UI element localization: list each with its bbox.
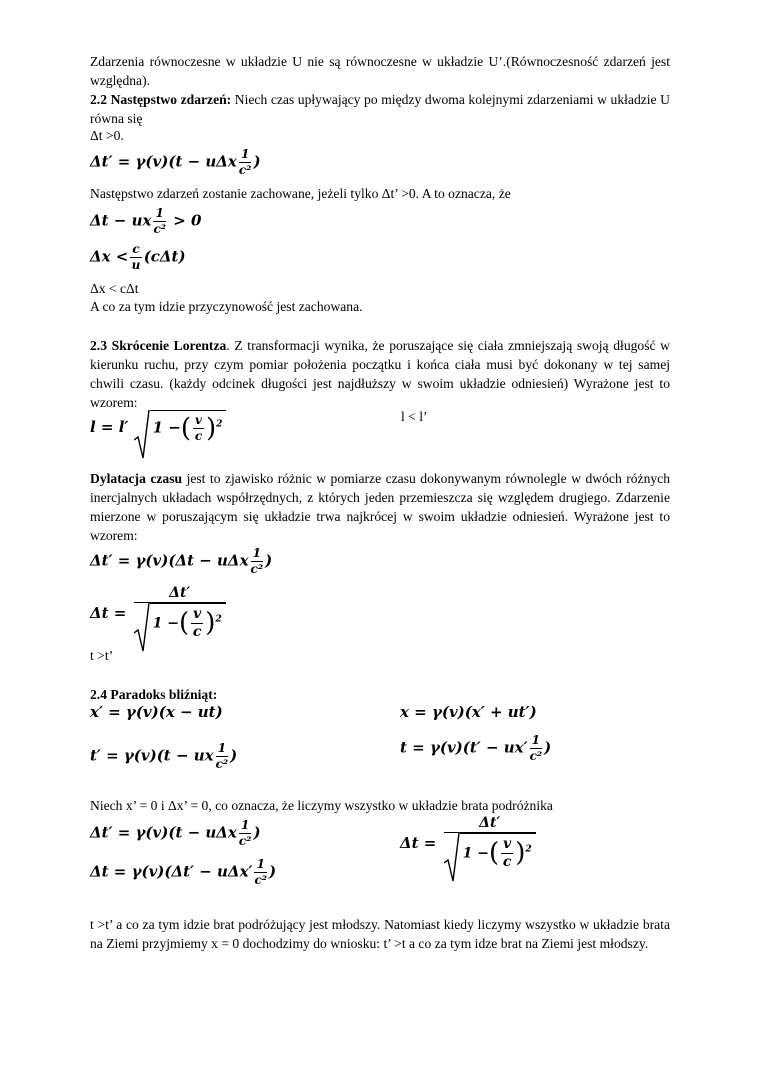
fraction	[530, 733, 543, 764]
equation-text: Δt =	[400, 834, 437, 852]
twins-conclusion-text: t >t’ a co za tym idzie brat podróżujący jest młodszy. Natomiast kiedy liczymy wszystko w układzie brata na Ziemi przyjmiemy x = 0 dochodzimy do wniosku: t’ >t a co za tym idze brat na Ziemi jest młodszy.	[90, 917, 670, 951]
fraction	[153, 206, 166, 237]
section-2-4-heading-line	[90, 685, 670, 704]
radical-sign-icon	[134, 410, 150, 460]
dilation-result: t >t’	[90, 648, 114, 663]
frac-denominator: c²	[153, 222, 166, 236]
frac-denominator	[134, 603, 226, 641]
equation-text: 1 −	[462, 845, 489, 862]
frac-numerator: 1	[251, 546, 264, 562]
equation-text: Δt′ = γ(v)(Δt − uΔx	[90, 551, 249, 570]
frac-denominator: c²	[238, 834, 252, 848]
equation-text: Δx <	[90, 247, 129, 266]
frac-denominator: c²	[238, 163, 252, 177]
causality-text: A co za tym idzie przyczynowość jest zachowana.	[90, 299, 363, 314]
equation-twins-dt-2: Δt = γ(v)(Δt′ − uΔx′ $\frac{1}{\text{c²}}$ )	[90, 857, 277, 887]
fraction	[444, 815, 536, 871]
fraction	[193, 413, 204, 444]
equation-text: t = γ(v)(t′ − ux′	[400, 738, 528, 757]
fraction	[254, 857, 267, 888]
section-2-2-heading: 2.2 Następstwo zdarzeń:	[90, 92, 232, 107]
square-root: 1 −( $\frac{v}{c}$ )$^2$	[444, 833, 536, 871]
equation-t-prime: t′ = γ(v)(t − ux $\frac{1}{\text{c²}}$ )	[90, 741, 238, 771]
frac-numerator: v	[503, 836, 512, 852]
section-2-4-heading: 2.4 Paradoks bliźniąt:	[90, 687, 218, 702]
frac-denominator: c	[502, 854, 512, 870]
succession-text: Następstwo zdarzeń zostanie zachowane, jeżeli tylko Δt’ >0. A to oznacza, że	[90, 186, 511, 201]
equation-text: Δt − ux	[90, 211, 152, 230]
equation-text: Δt =	[90, 604, 127, 622]
frac-denominator: u	[131, 258, 141, 272]
fraction	[216, 741, 229, 772]
frac-numerator: 1	[153, 206, 166, 222]
fraction	[501, 836, 513, 871]
equation-text: l = l′	[90, 418, 129, 436]
equation-text: Δt = γ(v)(Δt′ − uΔx′	[90, 862, 253, 881]
dx-inequality: Δx < cΔt	[90, 281, 139, 296]
equation-dilation-1: Δt′ = γ(v)(Δt − uΔx $\frac{1}{\text{c²}}$ )	[90, 546, 273, 576]
equation-x-prime: x′ = γ(v)(x − ut)	[90, 703, 223, 721]
fraction	[134, 585, 226, 641]
equation-dilation-2	[90, 585, 228, 641]
frac-numerator: c	[132, 242, 140, 256]
equation-text: (cΔt)	[143, 247, 186, 266]
equation-text: > 0	[168, 211, 202, 230]
frac-numerator: 1	[216, 741, 229, 757]
intro-text: Zdarzenia równoczesne w układzie U nie są równoczesne w układzie U’.(Równoczesność zdarzeń jest względna).	[90, 54, 670, 88]
frac-denominator: c²	[250, 562, 264, 576]
section-2-2-paragraph	[90, 90, 670, 128]
fraction	[251, 546, 264, 577]
frac-numerator: 1	[239, 147, 252, 163]
equation-text: Δt′ = γ(v)(t − uΔx	[90, 152, 237, 171]
frac-denominator: c²	[529, 749, 543, 763]
equation-twins-dt-prime: Δt′ = γ(v)(t − uΔx $\frac{1}{\text{c²}}$ )	[90, 818, 261, 848]
frac-denominator: c²	[215, 757, 229, 771]
intro-paragraph	[90, 52, 670, 90]
length-inequality: l < l’	[401, 409, 428, 424]
equation-text: Δt′ = γ(v)(t − uΔx	[90, 823, 237, 842]
frac-numerator: v	[193, 606, 202, 622]
equation-twins-dt	[400, 815, 538, 871]
frac-denominator: c	[192, 624, 202, 640]
frac-denominator: c	[194, 429, 203, 443]
frac-numerator: 1	[530, 733, 543, 749]
equation-lorentz-contraction	[90, 410, 226, 444]
frac-numerator: v	[195, 413, 202, 427]
frac-numerator: Δt′	[134, 585, 226, 603]
dilation-text: jest to zjawisko różnic w pomiarze czasu dokonywanym równolegle w dwóch różnych inercjalnych układach współrzędnych, z których jeden przemieszcza się względem drugiego. Zdarzenie mierzone w poruszającym się układzie trwa najkrócej w swoim układzie odniesień. Wyrażone jest to wzorem:	[90, 471, 671, 543]
dilation-paragraph	[90, 469, 670, 545]
frac-numerator: Δt′	[444, 815, 536, 833]
section-2-3-text: . Z transformacji wynika, że poruszające się ciała zmniejszają swoją długość w kierunku ruchu, przy czym pomiar położenia początku i końca ciała musi być dokonany w tej samej chwili czasu. (każdy odcinek długości jest najdłuższy w swoim układzie odniesień) Wyrażone jest to wzorem:	[90, 338, 670, 410]
frac-numerator: 1	[254, 857, 267, 873]
fraction	[130, 242, 141, 273]
twins-conclusion-paragraph	[90, 915, 670, 953]
frac-denominator	[444, 833, 536, 871]
frac-denominator: c²	[254, 873, 268, 887]
equation-text: t′ = γ(v)(t − ux	[90, 746, 214, 765]
dt-condition: Δt >0.	[90, 128, 124, 143]
equation-dt-prime: Δt′ = γ(v)(t − uΔx $\frac{1}{\text{c²}}$ )	[90, 147, 261, 177]
dilation-heading: Dylatacja czasu	[90, 471, 183, 486]
equation-text: 1 −	[152, 615, 179, 632]
square-root: 1 −( $\frac{v}{c}$ )$^2$	[134, 410, 227, 444]
section-2-2-text: Niech czas upływający po między dwoma kolejnymi zdarzeniami w układzie U równa się	[90, 92, 670, 126]
section-2-3-heading: 2.3 Skrócenie Lorentza	[90, 338, 227, 353]
equation-inequality-2	[90, 242, 186, 273]
radical-sign-icon	[444, 833, 460, 883]
fraction	[239, 147, 252, 178]
fraction	[191, 606, 203, 641]
section-2-3-paragraph	[90, 336, 670, 412]
radical-sign-icon	[134, 603, 150, 653]
twins-assumption-text: Niech x’ = 0 i Δx’ = 0, co oznacza, że liczymy wszystko w układzie brata podróżnika	[90, 798, 553, 813]
equation-inequality-1	[90, 206, 201, 237]
frac-numerator: 1	[239, 818, 252, 834]
fraction	[239, 818, 252, 849]
equation-t: t = γ(v)(t′ − ux′ $\frac{1}{\text{c²}}$ )	[400, 733, 552, 763]
equation-x: x = γ(v)(x′ + ut′)	[400, 703, 537, 721]
equation-text: 1 −	[152, 418, 181, 437]
square-root: 1 −( $\frac{v}{c}$ )$^2$	[134, 603, 226, 641]
